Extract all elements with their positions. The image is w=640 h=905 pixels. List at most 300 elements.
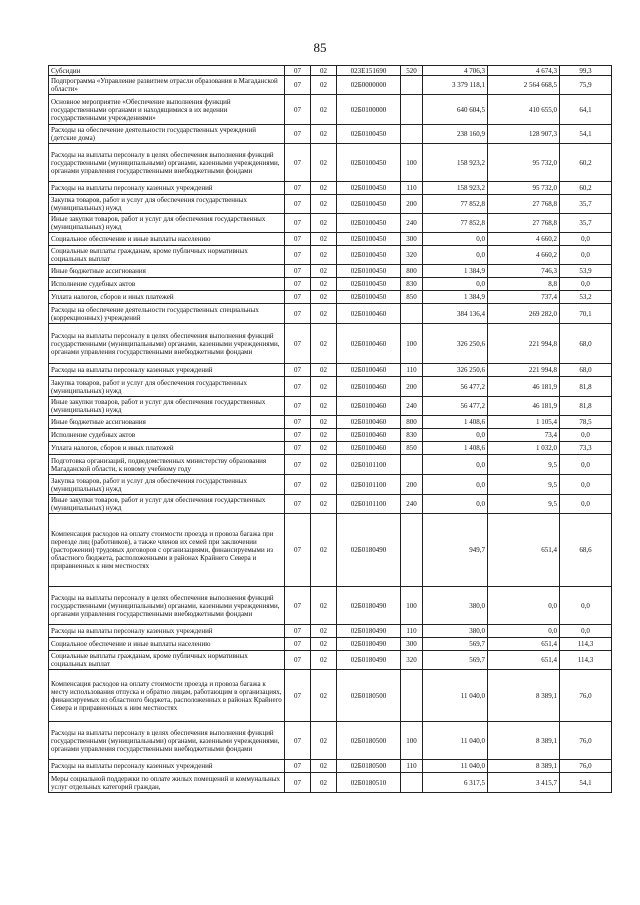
cell-executed: 128 907,3: [488, 125, 560, 144]
cell-subsection: 02: [311, 182, 337, 195]
cell-subsection: 02: [311, 195, 337, 214]
cell-expense-type: [401, 95, 423, 125]
cell-section: 07: [285, 144, 311, 182]
cell-subsection: 02: [311, 760, 337, 773]
budget-table-body: [49, 66, 612, 793]
cell-section: 07: [285, 587, 311, 625]
cell-target-article: 02Б0100450: [337, 278, 401, 291]
cell-planned: 380,0: [423, 587, 488, 625]
cell-name: Расходы на выплаты персоналу в целях обеспечения выполнения функций государственными (муниципальными) органами, казенными учреждениями, органами управления государственными внебюджетными фондами: [49, 722, 285, 760]
budget-table: [48, 65, 612, 793]
cell-percent: 76,0: [560, 760, 612, 773]
cell-executed: 1 032,0: [488, 442, 560, 455]
cell-percent: 76,0: [560, 670, 612, 722]
cell-expense-type: [401, 670, 423, 722]
table-row: [49, 760, 612, 773]
table-row: [49, 377, 612, 397]
cell-target-article: 02Б0100450: [337, 144, 401, 182]
cell-name: Основное мероприятие «Обеспечение выполнения функций государственными органами и находящимися в их ведении государственными учреждениями»: [49, 95, 285, 125]
cell-expense-type: 110: [401, 364, 423, 377]
cell-executed: 73,4: [488, 429, 560, 442]
cell-target-article: 02Б0100450: [337, 233, 401, 246]
table-row: [49, 625, 612, 638]
table-row: [49, 182, 612, 195]
cell-subsection: 02: [311, 587, 337, 625]
cell-name: Расходы на выплаты персоналу в целях обеспечения выполнения функций государственными (муниципальными) органами, казенными учреждениями, органами управления государственными внебюджетными фондами: [49, 587, 285, 625]
cell-section: 07: [285, 760, 311, 773]
cell-subsection: 02: [311, 291, 337, 304]
cell-percent: 0,0: [560, 625, 612, 638]
cell-expense-type: 200: [401, 377, 423, 397]
cell-executed: 46 181,9: [488, 377, 560, 397]
cell-planned: 158 923,2: [423, 144, 488, 182]
cell-section: 07: [285, 638, 311, 651]
cell-percent: 76,0: [560, 722, 612, 760]
cell-planned: 326 250,6: [423, 324, 488, 364]
cell-executed: 46 181,9: [488, 397, 560, 416]
cell-planned: 0,0: [423, 455, 488, 475]
cell-planned: 4 706,3: [423, 66, 488, 76]
cell-subsection: 02: [311, 722, 337, 760]
cell-name: Исполнение судебных актов: [49, 278, 285, 291]
cell-subsection: 02: [311, 638, 337, 651]
cell-executed: 95 732,0: [488, 182, 560, 195]
cell-percent: 0,0: [560, 495, 612, 514]
cell-expense-type: 200: [401, 195, 423, 214]
cell-expense-type: 850: [401, 442, 423, 455]
cell-percent: 35,7: [560, 214, 612, 233]
cell-planned: 1 408,6: [423, 416, 488, 429]
cell-target-article: 02Б0100450: [337, 265, 401, 278]
cell-subsection: 02: [311, 429, 337, 442]
cell-name: Расходы на выплаты персоналу казенных учреждений: [49, 182, 285, 195]
cell-subsection: 02: [311, 66, 337, 76]
cell-subsection: 02: [311, 278, 337, 291]
table-row: [49, 66, 612, 76]
cell-planned: 77 852,8: [423, 214, 488, 233]
cell-section: 07: [285, 291, 311, 304]
table-row: [49, 324, 612, 364]
cell-percent: 54,1: [560, 125, 612, 144]
cell-expense-type: 830: [401, 429, 423, 442]
cell-target-article: 023E151690: [337, 66, 401, 76]
table-row: [49, 95, 612, 125]
cell-section: 07: [285, 66, 311, 76]
table-row: [49, 442, 612, 455]
cell-subsection: 02: [311, 144, 337, 182]
cell-name: Расходы на выплаты персоналу в целях обеспечения выполнения функций государственными (муниципальными) органами, казенными учреждениями, органами управления государственными внебюджетными фондами: [49, 144, 285, 182]
cell-target-article: 02Б0101100: [337, 455, 401, 475]
cell-expense-type: [401, 514, 423, 587]
cell-section: 07: [285, 76, 311, 95]
table-row: [49, 364, 612, 377]
cell-expense-type: 100: [401, 144, 423, 182]
cell-planned: 77 852,8: [423, 195, 488, 214]
cell-percent: 0,0: [560, 233, 612, 246]
cell-subsection: 02: [311, 76, 337, 95]
cell-subsection: 02: [311, 495, 337, 514]
cell-subsection: 02: [311, 442, 337, 455]
cell-percent: 81,8: [560, 397, 612, 416]
cell-target-article: 02Б0100460: [337, 324, 401, 364]
cell-name: Социальное обеспечение и иные выплаты населению: [49, 638, 285, 651]
cell-target-article: 02Б0100460: [337, 397, 401, 416]
cell-name: Закупка товаров, работ и услуг для обеспечения государственных (муниципальных) нужд: [49, 195, 285, 214]
cell-name: Иные бюджетные ассигнования: [49, 265, 285, 278]
cell-expense-type: 320: [401, 651, 423, 670]
cell-section: 07: [285, 364, 311, 377]
cell-section: 07: [285, 278, 311, 291]
table-row: [49, 233, 612, 246]
cell-expense-type: [401, 76, 423, 95]
cell-name: Уплата налогов, сборов и иных платежей: [49, 442, 285, 455]
cell-executed: 9,5: [488, 455, 560, 475]
table-row: [49, 670, 612, 722]
cell-percent: 54,1: [560, 773, 612, 793]
cell-planned: 1 384,9: [423, 265, 488, 278]
cell-section: 07: [285, 95, 311, 125]
cell-subsection: 02: [311, 475, 337, 495]
cell-expense-type: 850: [401, 291, 423, 304]
cell-planned: 56 477,2: [423, 377, 488, 397]
cell-name: Иные закупки товаров, работ и услуг для обеспечения государственных (муниципальных) нужд: [49, 397, 285, 416]
cell-target-article: 02Б0180490: [337, 638, 401, 651]
cell-executed: 4 660,2: [488, 233, 560, 246]
table-row: [49, 195, 612, 214]
cell-planned: 569,7: [423, 638, 488, 651]
cell-subsection: 02: [311, 625, 337, 638]
cell-expense-type: 110: [401, 182, 423, 195]
cell-expense-type: 100: [401, 722, 423, 760]
cell-percent: 114,3: [560, 638, 612, 651]
cell-executed: 8 389,1: [488, 722, 560, 760]
cell-name: Компенсация расходов на оплату стоимости проезда и провоза багажа к месту использования отпуска и обратно лицам, работающим в организациях, финансируемых из областного бюджета, расположенных в районах Крайнего Севера и приравненных к ним местностях: [49, 670, 285, 722]
cell-expense-type: 240: [401, 495, 423, 514]
cell-subsection: 02: [311, 214, 337, 233]
table-row: [49, 304, 612, 324]
cell-expense-type: 520: [401, 66, 423, 76]
cell-executed: 221 994,8: [488, 324, 560, 364]
cell-expense-type: 300: [401, 233, 423, 246]
cell-section: 07: [285, 475, 311, 495]
cell-name: Социальные выплаты гражданам, кроме публичных нормативных социальных выплат: [49, 651, 285, 670]
cell-target-article: 02Б0100450: [337, 182, 401, 195]
cell-percent: 73,3: [560, 442, 612, 455]
cell-target-article: 02Б0100460: [337, 377, 401, 397]
cell-target-article: 02Б0000000: [337, 76, 401, 95]
cell-target-article: 02Б0100450: [337, 291, 401, 304]
cell-section: 07: [285, 773, 311, 793]
cell-target-article: 02Б0180490: [337, 514, 401, 587]
cell-expense-type: 110: [401, 760, 423, 773]
table-row: [49, 495, 612, 514]
cell-subsection: 02: [311, 246, 337, 265]
cell-executed: 0,0: [488, 587, 560, 625]
cell-expense-type: 110: [401, 625, 423, 638]
cell-planned: 56 477,2: [423, 397, 488, 416]
cell-section: 07: [285, 722, 311, 760]
cell-name: Расходы на выплаты персоналу в целях обеспечения выполнения функций государственными (муниципальными) органами, казенными учреждениями, органами управления государственными внебюджетными фондами: [49, 324, 285, 364]
cell-expense-type: 200: [401, 475, 423, 495]
cell-executed: 27 768,8: [488, 214, 560, 233]
table-row: [49, 455, 612, 475]
cell-section: 07: [285, 455, 311, 475]
cell-name: Субсидии: [49, 66, 285, 76]
cell-executed: 8,8: [488, 278, 560, 291]
cell-executed: 95 732,0: [488, 144, 560, 182]
cell-executed: 4 674,3: [488, 66, 560, 76]
cell-executed: 410 655,0: [488, 95, 560, 125]
cell-planned: 1 408,6: [423, 442, 488, 455]
cell-name: Расходы на обеспечение деятельности государственных специальных (коррекционных) учреждений: [49, 304, 285, 324]
table-row: [49, 638, 612, 651]
table-row: [49, 416, 612, 429]
cell-section: 07: [285, 324, 311, 364]
cell-planned: 0,0: [423, 233, 488, 246]
cell-name: Компенсация расходов на оплату стоимости проезда и провоза багажа при переезде лиц (работников), а также членов их семей при заключении (расторжении) трудовых договоров с организациями, финансируемыми из областного бюджета, расположенными в районах Крайнего Севера и приравненных к ним местностях: [49, 514, 285, 587]
cell-target-article: 02Б0100450: [337, 214, 401, 233]
cell-percent: 0,0: [560, 475, 612, 495]
table-row: [49, 475, 612, 495]
cell-expense-type: 800: [401, 265, 423, 278]
cell-name: Исполнение судебных актов: [49, 429, 285, 442]
cell-section: 07: [285, 429, 311, 442]
cell-target-article: 02Б0180490: [337, 651, 401, 670]
cell-percent: 60,2: [560, 144, 612, 182]
cell-planned: 0,0: [423, 246, 488, 265]
cell-target-article: 02Б0180500: [337, 722, 401, 760]
cell-section: 07: [285, 195, 311, 214]
table-row: [49, 429, 612, 442]
cell-expense-type: 240: [401, 214, 423, 233]
cell-executed: 3 415,7: [488, 773, 560, 793]
cell-section: 07: [285, 651, 311, 670]
cell-subsection: 02: [311, 455, 337, 475]
table-row: [49, 291, 612, 304]
cell-percent: 68,0: [560, 324, 612, 364]
cell-section: 07: [285, 233, 311, 246]
cell-section: 07: [285, 214, 311, 233]
cell-executed: 4 660,2: [488, 246, 560, 265]
cell-executed: 746,3: [488, 265, 560, 278]
cell-planned: 3 379 118,1: [423, 76, 488, 95]
cell-section: 07: [285, 377, 311, 397]
cell-subsection: 02: [311, 95, 337, 125]
cell-name: Подготовка организаций, подведомственных министерству образования Магаданской области, к новому учебному году: [49, 455, 285, 475]
table-row: [49, 773, 612, 793]
cell-target-article: 02Б0100460: [337, 429, 401, 442]
cell-executed: 737,4: [488, 291, 560, 304]
cell-expense-type: 300: [401, 638, 423, 651]
cell-planned: 380,0: [423, 625, 488, 638]
cell-target-article: 02Б0180490: [337, 625, 401, 638]
cell-name: Расходы на выплаты персоналу казенных учреждений: [49, 364, 285, 377]
table-row: [49, 265, 612, 278]
cell-target-article: 02Б0100460: [337, 416, 401, 429]
table-row: [49, 246, 612, 265]
cell-section: 07: [285, 397, 311, 416]
cell-percent: 0,0: [560, 587, 612, 625]
table-row: [49, 144, 612, 182]
cell-percent: 81,8: [560, 377, 612, 397]
table-row: [49, 587, 612, 625]
cell-name: Закупка товаров, работ и услуг для обеспечения государственных (муниципальных) нужд: [49, 475, 285, 495]
cell-name: Меры социальной поддержки по оплате жилых помещений и коммунальных услуг отдельных категорий граждан,: [49, 773, 285, 793]
cell-executed: 2 564 668,5: [488, 76, 560, 95]
cell-target-article: 02Б0100460: [337, 442, 401, 455]
cell-subsection: 02: [311, 304, 337, 324]
cell-target-article: 02Б0100460: [337, 304, 401, 324]
cell-planned: 0,0: [423, 475, 488, 495]
cell-planned: 11 040,0: [423, 670, 488, 722]
cell-percent: 60,2: [560, 182, 612, 195]
cell-name: Социальные выплаты гражданам, кроме публичных нормативных социальных выплат: [49, 246, 285, 265]
cell-subsection: 02: [311, 125, 337, 144]
table-row: [49, 651, 612, 670]
table-row: [49, 214, 612, 233]
cell-name: Иные бюджетные ассигнования: [49, 416, 285, 429]
cell-expense-type: [401, 125, 423, 144]
cell-subsection: 02: [311, 773, 337, 793]
cell-percent: 35,7: [560, 195, 612, 214]
cell-target-article: 02Б0100460: [337, 364, 401, 377]
cell-section: 07: [285, 246, 311, 265]
table-row: [49, 397, 612, 416]
cell-name: Закупка товаров, работ и услуг для обеспечения государственных (муниципальных) нужд: [49, 377, 285, 397]
cell-planned: 0,0: [423, 495, 488, 514]
cell-planned: 1 384,9: [423, 291, 488, 304]
cell-executed: 8 389,1: [488, 760, 560, 773]
cell-subsection: 02: [311, 364, 337, 377]
cell-subsection: 02: [311, 377, 337, 397]
cell-percent: 64,1: [560, 95, 612, 125]
cell-subsection: 02: [311, 233, 337, 246]
cell-executed: 8 389,1: [488, 670, 560, 722]
cell-name: Иные закупки товаров, работ и услуг для обеспечения государственных (муниципальных) нужд: [49, 214, 285, 233]
cell-percent: 0,0: [560, 246, 612, 265]
page-number: 85: [313, 40, 327, 55]
table-row: [49, 125, 612, 144]
cell-planned: 0,0: [423, 278, 488, 291]
cell-section: 07: [285, 514, 311, 587]
cell-planned: 238 160,9: [423, 125, 488, 144]
cell-percent: 78,5: [560, 416, 612, 429]
cell-subsection: 02: [311, 416, 337, 429]
cell-expense-type: [401, 455, 423, 475]
cell-name: Иные закупки товаров, работ и услуг для обеспечения государственных (муниципальных) нужд: [49, 495, 285, 514]
cell-target-article: 02Б0100000: [337, 95, 401, 125]
cell-executed: 9,5: [488, 475, 560, 495]
cell-expense-type: 800: [401, 416, 423, 429]
cell-section: 07: [285, 265, 311, 278]
cell-executed: 651,4: [488, 638, 560, 651]
cell-section: 07: [285, 495, 311, 514]
cell-executed: 0,0: [488, 625, 560, 638]
cell-expense-type: [401, 304, 423, 324]
cell-subsection: 02: [311, 514, 337, 587]
cell-section: 07: [285, 625, 311, 638]
cell-section: 07: [285, 125, 311, 144]
cell-planned: 158 923,2: [423, 182, 488, 195]
cell-percent: 0,0: [560, 429, 612, 442]
cell-percent: 68,6: [560, 514, 612, 587]
cell-section: 07: [285, 416, 311, 429]
cell-expense-type: 240: [401, 397, 423, 416]
cell-name: Социальное обеспечение и иные выплаты населению: [49, 233, 285, 246]
cell-planned: 569,7: [423, 651, 488, 670]
cell-subsection: 02: [311, 397, 337, 416]
cell-target-article: 02Б0180490: [337, 587, 401, 625]
cell-section: 07: [285, 442, 311, 455]
cell-section: 07: [285, 304, 311, 324]
cell-subsection: 02: [311, 265, 337, 278]
cell-expense-type: [401, 773, 423, 793]
cell-subsection: 02: [311, 670, 337, 722]
cell-percent: 53,2: [560, 291, 612, 304]
cell-executed: 651,4: [488, 651, 560, 670]
cell-subsection: 02: [311, 324, 337, 364]
cell-percent: 0,0: [560, 278, 612, 291]
cell-planned: 326 250,6: [423, 364, 488, 377]
cell-target-article: 02Б0101100: [337, 475, 401, 495]
cell-percent: 68,0: [560, 364, 612, 377]
cell-expense-type: 100: [401, 587, 423, 625]
cell-executed: 1 105,4: [488, 416, 560, 429]
cell-target-article: 02Б0100450: [337, 125, 401, 144]
cell-executed: 651,4: [488, 514, 560, 587]
cell-target-article: 02Б0180500: [337, 760, 401, 773]
cell-name: Уплата налогов, сборов и иных платежей: [49, 291, 285, 304]
cell-target-article: 02Б0101100: [337, 495, 401, 514]
cell-planned: 11 040,0: [423, 760, 488, 773]
cell-planned: 6 317,5: [423, 773, 488, 793]
cell-executed: 269 282,0: [488, 304, 560, 324]
cell-name: Подпрограмма «Управление развитием отрасли образования в Магаданской области»: [49, 76, 285, 95]
table-row: [49, 76, 612, 95]
cell-planned: 11 040,0: [423, 722, 488, 760]
cell-planned: 0,0: [423, 429, 488, 442]
cell-target-article: 02Б0180510: [337, 773, 401, 793]
cell-planned: 640 604,5: [423, 95, 488, 125]
cell-percent: 99,3: [560, 66, 612, 76]
cell-subsection: 02: [311, 651, 337, 670]
cell-target-article: 02Б0100450: [337, 195, 401, 214]
cell-target-article: 02Б0180500: [337, 670, 401, 722]
cell-executed: 27 768,8: [488, 195, 560, 214]
cell-executed: 9,5: [488, 495, 560, 514]
cell-planned: 384 136,4: [423, 304, 488, 324]
cell-name: Расходы на выплаты персоналу казенных учреждений: [49, 625, 285, 638]
cell-target-article: 02Б0100450: [337, 246, 401, 265]
cell-executed: 221 994,8: [488, 364, 560, 377]
table-row: [49, 514, 612, 587]
cell-section: 07: [285, 182, 311, 195]
cell-percent: 114,3: [560, 651, 612, 670]
cell-expense-type: 320: [401, 246, 423, 265]
table-row: [49, 722, 612, 760]
cell-name: Расходы на обеспечение деятельности государственных учреждений (детские дома): [49, 125, 285, 144]
cell-percent: 0,0: [560, 455, 612, 475]
cell-section: 07: [285, 670, 311, 722]
cell-percent: 75,9: [560, 76, 612, 95]
table-row: [49, 278, 612, 291]
cell-expense-type: 100: [401, 324, 423, 364]
cell-percent: 53,9: [560, 265, 612, 278]
cell-expense-type: 830: [401, 278, 423, 291]
cell-planned: 949,7: [423, 514, 488, 587]
cell-name: Расходы на выплаты персоналу казенных учреждений: [49, 760, 285, 773]
cell-percent: 70,1: [560, 304, 612, 324]
